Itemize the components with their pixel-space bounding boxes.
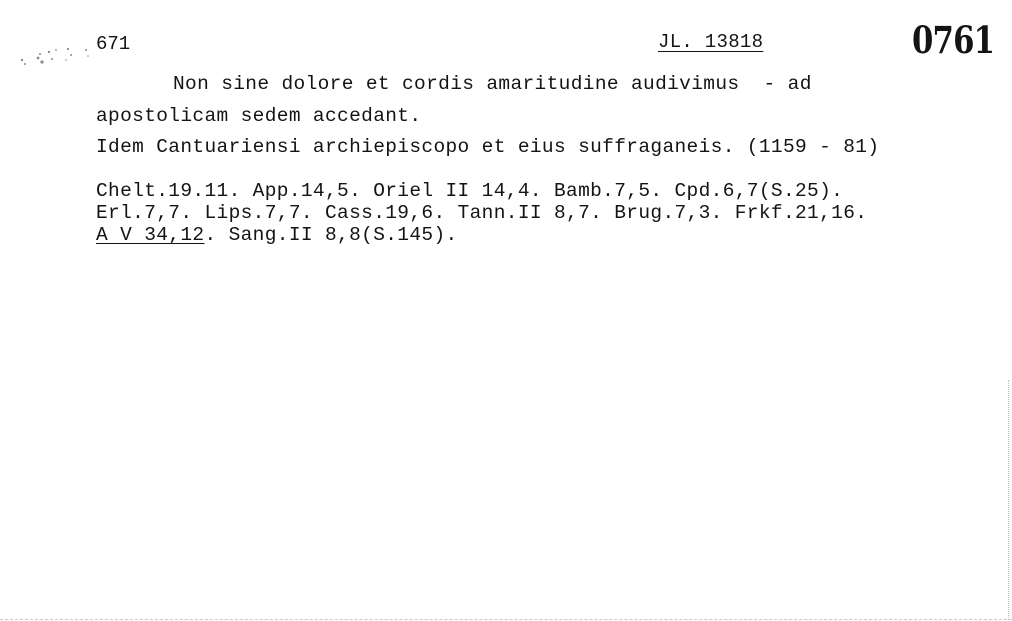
incipit-line-2: apostolicam sedem accedant.	[96, 105, 422, 127]
manuscript-list-line-3	[96, 224, 458, 246]
card-bottom-edge	[0, 619, 1012, 620]
manuscript-list-line-2: Erl.7,7. Lips.7,7. Cass.19,6. Tann.II 8,7. Brug.7,3. Frkf.21,16.	[96, 202, 868, 224]
incipit-line-1: Non sine dolore et cordis amaritudine audivimus - ad	[173, 73, 812, 95]
manuscript-list-line-3-rest: . Sang.II 8,8(S.145).	[204, 224, 458, 246]
addressee-line: Idem Cantuariensi archiepiscopo et eius suffraganeis. (1159 - 81)	[96, 136, 880, 158]
ink-smudge-mark	[16, 40, 96, 70]
jaffe-reference: JL. 13818	[658, 31, 764, 53]
underlined-manuscript-ref: A V 34,12	[96, 224, 205, 246]
manuscript-list-line-1: Chelt.19.11. App.14,5. Oriel II 14,4. Bamb.7,5. Cpd.6,7(S.25).	[96, 180, 844, 202]
card-number-stamp: 0761	[912, 18, 995, 62]
card-reference-number: 671	[96, 33, 131, 55]
card-right-edge	[1008, 380, 1009, 620]
